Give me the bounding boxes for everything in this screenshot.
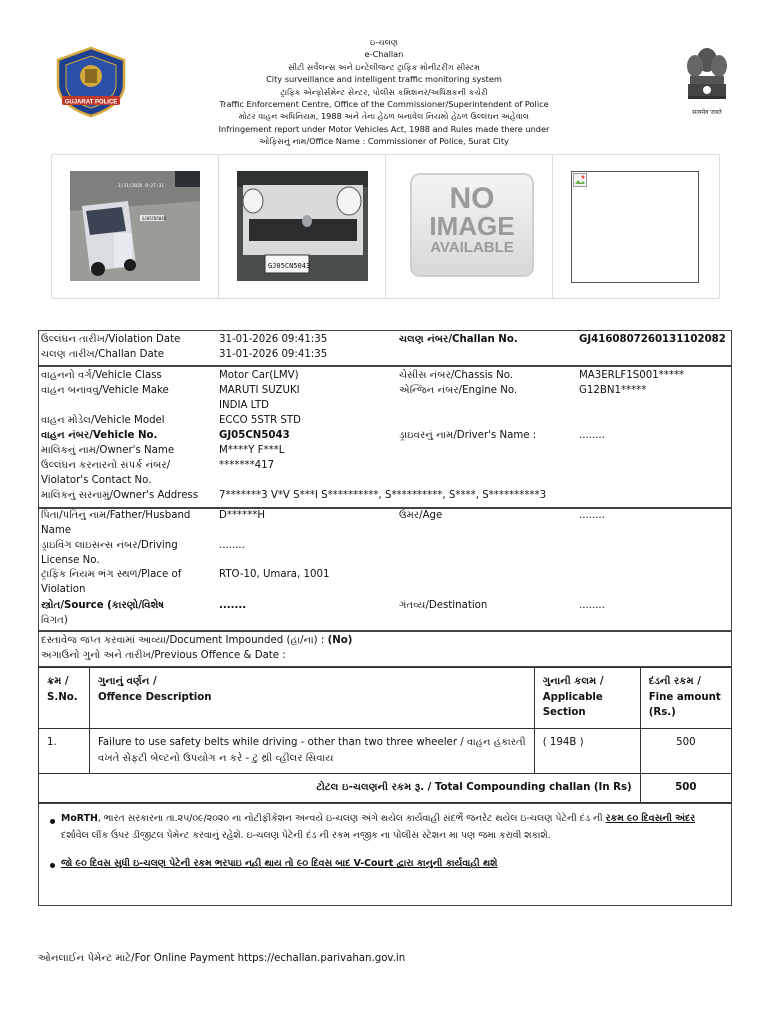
col-sno-line: S.No. bbox=[47, 691, 78, 703]
row-desc-line: Failure to use safety belts while driving - other than two three wheeler / વાહન હંકારતી bbox=[98, 737, 526, 748]
contact-value: *******417 bbox=[219, 460, 275, 471]
note-1-line2: દર્શાવેલ લીંક ઉપર ડીજીટલ પેમેન્ટ કરવાનું રહેશે. ઇ-ચલણ પેટેની દંડ ની રકમ નજીક ના પોલીસ સ્ટેશન મા પણ જમા કરાવી શકાશે. bbox=[61, 830, 551, 841]
owner-address-value: 7*******3 V*V S***I S**********, S**********, S****, S**********3 bbox=[219, 490, 547, 501]
col-fine-line: (Rs.) bbox=[648, 707, 676, 718]
header-line: Infringement report under Motor Vehicles Act, 1988 and Rules made there under bbox=[218, 123, 550, 134]
violation-date-label: ઉલ્લંઘન તારીખ/Violation Date bbox=[41, 334, 181, 345]
col-fine bbox=[640, 668, 731, 729]
destination-label: ગંતવ્ય/Destination bbox=[399, 600, 488, 611]
challan-date-value: 31-01-2026 09:41:35 bbox=[219, 349, 328, 360]
online-payment-footer: ઓનલાઈન પેમેન્ટ માટે/For Online Payment https://echallan.parivahan.gov.in bbox=[38, 953, 406, 964]
offence-table bbox=[38, 667, 732, 803]
row-fine: 500 bbox=[640, 729, 731, 774]
father-name-value: D******H bbox=[219, 510, 266, 521]
col-section-line: ગુનાની કલમ / bbox=[542, 676, 604, 687]
contact-label: ઉલ્લંઘન કરનારનો સંપર્ક નંબર/ bbox=[41, 460, 171, 471]
evidence-photo-3[interactable] bbox=[385, 154, 553, 299]
table-row bbox=[39, 729, 732, 774]
document-impounded bbox=[41, 634, 352, 649]
row-description bbox=[90, 729, 535, 774]
evidence-photo-2[interactable] bbox=[218, 154, 386, 299]
document-impounded-value: (No) bbox=[327, 635, 353, 646]
broken-image-icon bbox=[573, 173, 587, 187]
no-image-text: AVAILABLE bbox=[430, 239, 514, 256]
driver-name-value: ........ bbox=[579, 430, 605, 441]
col-description bbox=[90, 668, 535, 729]
engine-value: G12BN1***** bbox=[579, 385, 647, 396]
vehicle-make-value: MARUTI SUZUKI bbox=[219, 385, 300, 396]
note-1-bold: MoRTH bbox=[61, 813, 98, 824]
contact-label-2: Violator's Contact No. bbox=[41, 475, 152, 486]
challan-no-label: ચલણ નંબર/Challan No. bbox=[399, 334, 518, 345]
owner-address-label: માલિકનું સરનામું/Owner's Address bbox=[41, 490, 199, 501]
age-value: ........ bbox=[579, 510, 605, 521]
evidence-photo-4[interactable] bbox=[552, 154, 720, 299]
header-line: e-Challan bbox=[364, 49, 404, 60]
father-name-label-2: Name bbox=[41, 525, 72, 536]
document-header bbox=[0, 36, 768, 148]
col-desc-line: Offence Description bbox=[98, 691, 212, 703]
source-label: સ્ત્રોત/Source (કારણો/વિશેષ bbox=[41, 600, 165, 611]
driving-license-value: ........ bbox=[219, 540, 245, 551]
source-value: ....... bbox=[219, 600, 247, 611]
age-label: ઉંમર/Age bbox=[399, 510, 443, 521]
note-1 bbox=[61, 810, 695, 827]
plate-overlay: GJ05CN5043 bbox=[142, 216, 167, 221]
plate-text: GJ05CN5043 bbox=[268, 262, 311, 270]
header-line: ટ્રાફિક એન્ફોર્સમેન્ટ સેન્ટર, પોલીસ કમિશનર/અધિક્ષકની કચેરી bbox=[280, 86, 488, 97]
row-sno: 1. bbox=[39, 729, 90, 774]
note-1-underline: રકમ ૯૦ દિવસની અંદર bbox=[605, 813, 696, 824]
offence-table-header bbox=[39, 668, 732, 729]
vehicle-class-value: Motor Car(LMV) bbox=[219, 370, 299, 381]
document-impounded-label: દસ્તાવેજ જપ્ત કરવામાં આવ્યા/Document Impounded (હા/ના) : bbox=[41, 635, 325, 646]
col-sno-line: ક્રમ / bbox=[47, 676, 69, 687]
total-label: ટોટલ ઇ-ચલણની રકમ રૂ. / Total Compounding challan (In Rs) bbox=[39, 774, 641, 803]
place-label-2: Violation bbox=[41, 584, 86, 595]
vehicle-no-value: GJ05CN5043 bbox=[219, 430, 290, 441]
owner-name-value: M****Y F***L bbox=[219, 445, 285, 456]
driving-license-label-2: License No. bbox=[41, 555, 100, 566]
no-image-text: IMAGE bbox=[429, 211, 515, 241]
previous-offence-label: અગાઉનો ગુનો અને તારીખ/Previous Offence & Date : bbox=[41, 650, 286, 661]
vehicle-section bbox=[38, 366, 732, 508]
vehicle-model-label: વાહન મોડેલ/Vehicle Model bbox=[41, 415, 165, 426]
broken-image bbox=[571, 171, 699, 283]
chassis-value: MA3ERLF1S001***** bbox=[579, 370, 685, 381]
emblem-motto: सत्यमेव जयते bbox=[692, 109, 722, 116]
place-label: ટ્રાફિક નિયમ ભંગ સ્થળ/Place of bbox=[41, 569, 182, 580]
vehicle-make-label: વાહન બનાવવું/Vehicle Make bbox=[41, 385, 169, 396]
owner-name-label: માલિકનું નામ/Owner's Name bbox=[41, 445, 175, 456]
document-section bbox=[38, 631, 732, 667]
col-section-line: Applicable bbox=[542, 691, 603, 703]
vehicle-no-label: વાહન નંબર/Vehicle No. bbox=[41, 430, 158, 441]
evidence-photo-1[interactable] bbox=[51, 154, 219, 299]
total-value: 500 bbox=[640, 774, 731, 803]
father-name-label: પિતા/પતિનું નામ/Father/Husband bbox=[41, 510, 191, 521]
header-line: સીટી સર્વેલન્સ અને ઇન્ટેલીજન્ટ ટ્રાફિક મોનીટરીંગ સીસ્ટમ bbox=[288, 61, 480, 72]
destination-value: ........ bbox=[579, 600, 605, 611]
driving-license-label: ડ્રાઇવિંગ લાઇસન્સ નંબર/Driving bbox=[41, 540, 178, 551]
header-line: ઇ-ચલણ bbox=[369, 37, 399, 47]
no-image-placeholder bbox=[410, 173, 534, 277]
challan-no-value: GJ4160807260131102082 bbox=[579, 334, 726, 345]
vehicle-make-value-2: INDIA LTD bbox=[219, 400, 270, 411]
photo-timestamp: 1/31/2026 9:27:31 bbox=[118, 184, 165, 189]
col-sno bbox=[39, 668, 90, 729]
place-value: RTO-10, Umara, 1001 bbox=[219, 569, 330, 580]
note-1-text: , ભારત સરકારના તા.૨૫/૦૯/૨૦૨૦ ના નોટીફીકેશન અન્વયે ઇ-ચલણ અંગે થયેલ કાર્યવાહી સંદર્ભે જનરેટ થયેલ ઇ-ચલણ પેટેની દંડ ની bbox=[97, 813, 606, 824]
bullet-icon bbox=[50, 863, 55, 868]
vehicle-photo-wide bbox=[70, 171, 200, 281]
engine-label: એન્જિન નંબર/Engine No. bbox=[399, 385, 518, 396]
row-section: ( 194B ) bbox=[534, 729, 640, 774]
notes-section bbox=[38, 803, 732, 906]
vehicle-class-label: વાહનનો વર્ગ/Vehicle Class bbox=[41, 370, 162, 381]
vehicle-photo-closeup bbox=[237, 171, 368, 281]
header-line: મોટર વાહન અધિનિયમ, 1988 અને તેના હેઠળ બનાવેલ નિયમો હેઠળ ઉલ્લંઘન અહેવાલ bbox=[238, 111, 530, 122]
vehicle-model-value: ECCO 5STR STD bbox=[219, 415, 301, 426]
source-label-2: વિગત) bbox=[41, 615, 68, 626]
driver-name-label: ડ્રાઇવરનું નામ/Driver's Name : bbox=[399, 430, 537, 441]
violation-section bbox=[38, 330, 732, 366]
logo-text: GUJARAT POLICE bbox=[64, 99, 118, 106]
col-section-line: Section bbox=[542, 707, 586, 718]
violation-date-value: 31-01-2026 09:41:35 bbox=[219, 334, 328, 345]
col-desc-line: ગુનાનું વર્ણન / bbox=[98, 676, 157, 687]
header-line: ઓફિસનું નામ/Office Name : Commissioner of Police, Surat City bbox=[259, 136, 509, 147]
evidence-photos bbox=[51, 154, 718, 298]
col-fine-line: દંડની રકમ / bbox=[648, 676, 701, 687]
no-image-text: NO bbox=[449, 182, 495, 215]
header-line: Traffic Enforcement Centre, Office of the Commissioner/Superintendent of Police bbox=[219, 99, 549, 110]
chassis-label: ચેસીસ નંબર/Chassis No. bbox=[399, 370, 513, 381]
note-2: જો ૯૦ દિવસ સુધી ઇ-ચલણ પેટેની રકમ ભરપાઇ નહી થાય તો ૯૦ દિવસ બાદ V-Court દ્વારા કાનુની કાર્યવાહી થશે bbox=[61, 858, 498, 869]
total-row bbox=[39, 774, 732, 803]
person-section bbox=[38, 508, 732, 631]
col-fine-line: Fine amount bbox=[648, 691, 721, 703]
col-section bbox=[534, 668, 640, 729]
row-desc-line: વખતે સેફટી બેલ્ટનો ઉપયોગ ન કરે - ટુ થ્રી વ્હીલર સિવાય bbox=[98, 752, 334, 764]
challan-date-label: ચલણ તારીખ/Challan Date bbox=[41, 349, 164, 360]
bullet-icon bbox=[50, 819, 55, 824]
header-line: City surveillance and intelligent traffic monitoring system bbox=[266, 74, 502, 85]
